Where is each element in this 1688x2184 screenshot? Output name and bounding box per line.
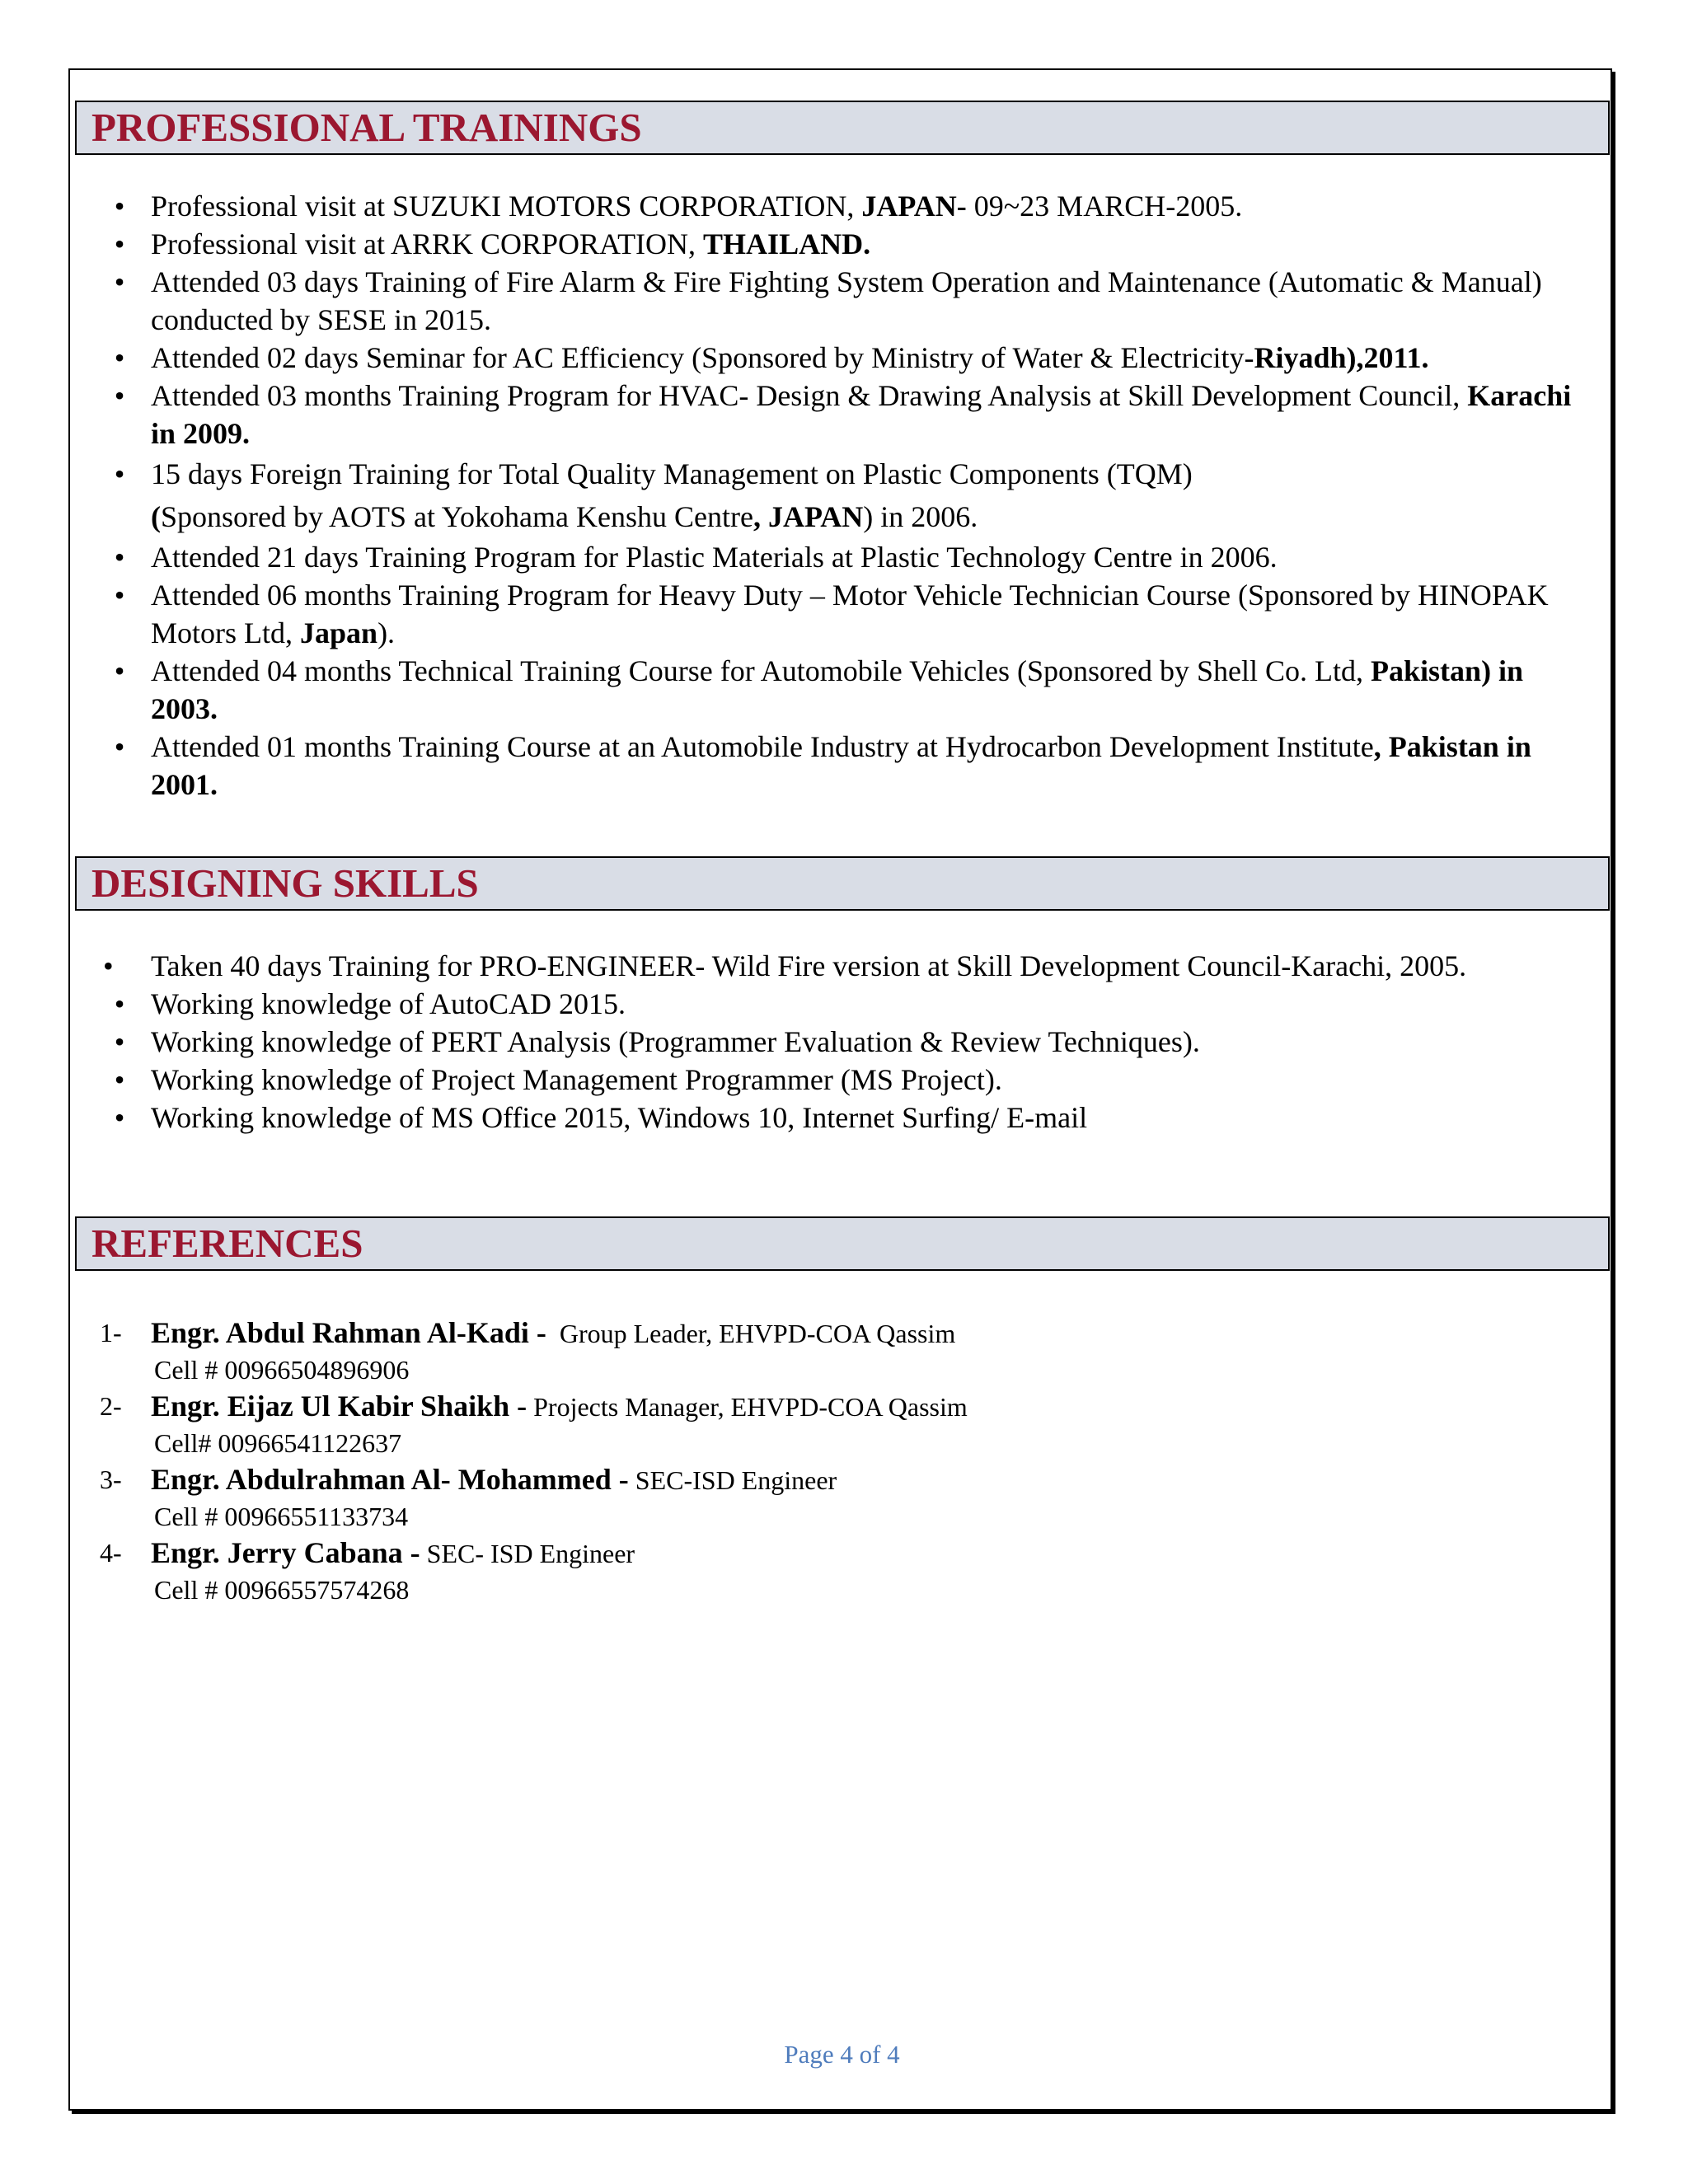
reference-name: Engr. Abdul Rahman Al-Kadi - <box>151 1316 546 1349</box>
bullet-icon: • <box>114 265 125 298</box>
reference-number: 2- <box>100 1391 122 1421</box>
bullet-icon: • <box>114 579 125 612</box>
training-item: • Attended 03 months Training Program for HVAC- Design & Drawing Analysis at Skill Development Council, Karachi in 2009. <box>70 377 1614 452</box>
training-item: • Attended 01 months Training Course at an Automobile Industry at Hydrocarbon Development Institute, Pakistan in 2001. <box>70 728 1614 804</box>
bullet-icon: • <box>114 1025 125 1058</box>
skill-item: • Working knowledge of PERT Analysis (Programmer Evaluation & Review Techniques). <box>70 1023 1614 1061</box>
trainings-header <box>75 101 1610 155</box>
skill-item: • Working knowledge of AutoCAD 2015. <box>70 985 1614 1023</box>
reference-cell: Cell # 00966504896906 <box>154 1355 410 1385</box>
references-title: REFERENCES <box>91 1221 363 1266</box>
bullet-icon: • <box>114 654 125 687</box>
reference-role: Group Leader, EHVPD-COA Qassim <box>546 1319 956 1348</box>
bullet-icon: • <box>114 457 125 490</box>
bullet-icon: • <box>114 379 125 412</box>
bullet-icon: • <box>114 987 125 1020</box>
skill-item: • Working knowledge of MS Office 2015, Windows 10, Internet Surfing/ E-mail <box>70 1099 1614 1137</box>
bullet-icon: • <box>114 190 125 223</box>
training-item: • Attended 04 months Technical Training Course for Automobile Vehicles (Sponsored by Shell Co. Ltd, Pakistan) in 2003. <box>70 652 1614 728</box>
bullet-icon: • <box>114 341 125 374</box>
references-header <box>75 1216 1610 1271</box>
training-item: • Professional visit at ARRK CORPORATION, THAILAND. <box>70 225 1614 263</box>
bullet-icon: • <box>114 1101 125 1134</box>
reference-item <box>70 1460 1614 1533</box>
reference-role: SEC- ISD Engineer <box>420 1539 635 1568</box>
reference-role: Projects Manager, EHVPD-COA Qassim <box>527 1392 968 1422</box>
bullet-icon: • <box>114 1063 125 1096</box>
reference-number: 1- <box>100 1318 122 1347</box>
reference-cell: Cell # 00966551133734 <box>154 1502 409 1531</box>
skill-item: • Taken 40 days Training for PRO-ENGINEER- Wild Fire version at Skill Development Council-Karachi, 2005. <box>70 947 1614 985</box>
bullet-icon: • <box>114 730 125 763</box>
reference-item <box>70 1313 1614 1386</box>
training-item: • Attended 06 months Training Program for Heavy Duty – Motor Vehicle Technician Course (Sponsored by HINOPAK Motors Ltd, Japan). <box>70 576 1614 652</box>
training-item: • Professional visit at SUZUKI MOTORS CORPORATION, JAPAN- 09~23 MARCH-2005. <box>70 187 1614 225</box>
reference-item <box>70 1386 1614 1460</box>
reference-name: Engr. Eijaz Ul Kabir Shaikh - <box>151 1390 528 1422</box>
reference-role: SEC-ISD Engineer <box>628 1465 837 1495</box>
reference-number: 3- <box>100 1465 122 1494</box>
trainings-list <box>70 187 1614 804</box>
designing-header <box>75 856 1610 911</box>
reference-number: 4- <box>100 1538 122 1568</box>
reference-cell: Cell # 00966557574268 <box>154 1575 410 1605</box>
reference-name: Engr. Jerry Cabana - <box>151 1536 420 1569</box>
page-number: Page 4 of 4 <box>784 2040 900 2069</box>
trainings-title: PROFESSIONAL TRAININGS <box>91 105 642 150</box>
reference-name: Engr. Abdulrahman Al- Mohammed - <box>151 1463 629 1496</box>
training-item: • Attended 03 days Training of Fire Alarm & Fire Fighting System Operation and Maintenance (Automatic & Manual) conducted by SESE in 2015. <box>70 263 1614 339</box>
resume-page <box>68 68 1612 2111</box>
bullet-icon: • <box>114 541 125 574</box>
bullet-icon: • <box>103 949 114 982</box>
bullet-icon: • <box>114 227 125 260</box>
training-item: • Attended 21 days Training Program for Plastic Materials at Plastic Technology Centre in 2006. <box>70 538 1614 576</box>
references-list <box>70 1313 1614 1606</box>
training-item: • 15 days Foreign Training for Total Quality Management on Plastic Components (TQM) (Sponsored by AOTS at Yokohama Kenshu Centre, JAPAN) in 2006. <box>70 452 1614 538</box>
training-item: • Attended 02 days Seminar for AC Efficiency (Sponsored by Ministry of Water & Electricity-Riyadh),2011. <box>70 339 1614 377</box>
skill-item: • Working knowledge of Project Management Programmer (MS Project). <box>70 1061 1614 1099</box>
reference-item <box>70 1533 1614 1606</box>
designing-title: DESIGNING SKILLS <box>91 860 479 906</box>
designing-list <box>70 947 1614 1137</box>
reference-cell: Cell# 00966541122637 <box>154 1428 402 1458</box>
